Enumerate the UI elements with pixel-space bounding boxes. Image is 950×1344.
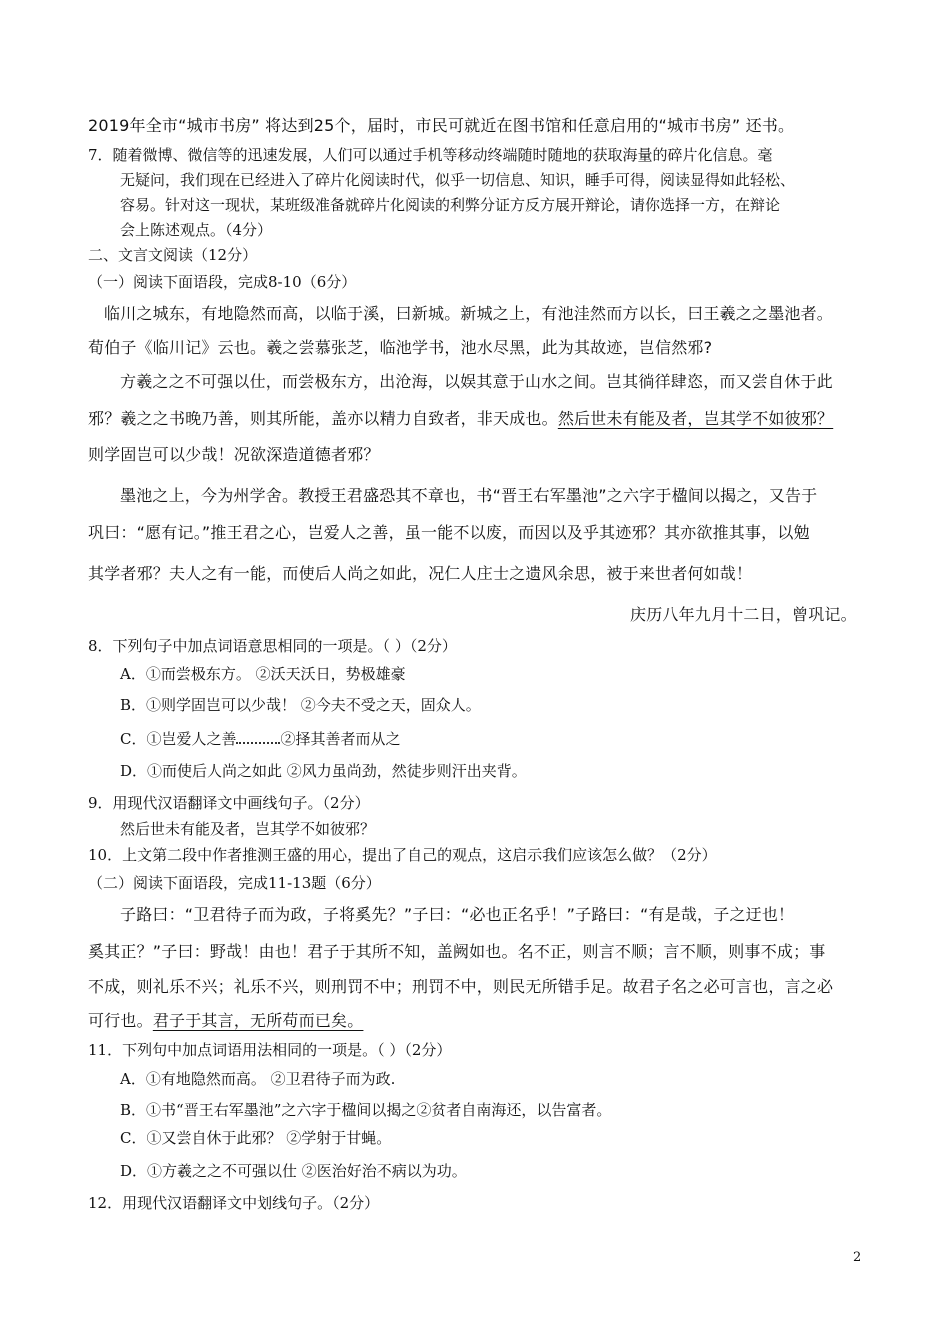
page-number: 2 xyxy=(853,1250,862,1265)
passage1-p2-line3: 则学固岂可以少哉！况欲深造道德者邪？ xyxy=(88,445,380,464)
part1-title: （一）阅读下面语段，完成8-10（6分） xyxy=(88,273,357,291)
passage1-p3-line3: 其学者邪？夫人之有一能，而使后人尚之如此，况仁人庄士之遗风余思，被于来世者何如哉！ xyxy=(88,564,753,583)
passage1-p3-line2: 巩曰：“愿有记。”推王君之心，岂爱人之善，虽一能不以废，而因以及乎其迹邪？其亦欲推其事，以勉 xyxy=(88,523,810,542)
q8-option-b: B．①则学固岂可以少哉！ ②今夫不受之天，固众人。 xyxy=(120,696,481,714)
q9-sentence: 然后世未有能及者，岂其学不如彼邪？ xyxy=(120,820,376,838)
passage2-line2: 奚其正？”子曰：野哉！由也！君子于其所不知，盖阙如也。名不正，则言不顺；言不顺，则事不成；事 xyxy=(88,942,826,961)
q11-option-a: A．①有地隐然而高。 ②卫君待子而为政. xyxy=(120,1070,396,1088)
passage2-line1: 子路曰：“卫君待子而为政，子将奚先？”子曰：“必也正名乎！”子路曰：“有是哉，子之迂也！ xyxy=(120,905,795,924)
q8-option-c-part1: C．①岂爱人之善 xyxy=(120,730,237,748)
top-line: 2019年全市“城市书房” 将达到25个，届时，市民可就近在图书馆和任意启用的“城市书房” 还书。 xyxy=(88,116,795,135)
q7-line-3: 容易。针对这一现状，某班级准备就碎片化阅读的利弊分证方反方展开辩论，请你选择一方，在辩论 xyxy=(120,196,781,214)
q8-option-c xyxy=(120,728,401,749)
q11-stem: 11．下列句中加点词语用法相同的一项是。（ ）（2分） xyxy=(88,1041,452,1059)
passage2-line3: 不成，则礼乐不兴；礼乐不兴，则刑罚不中；刑罚不中，则民无所错手足。故君子名之必可言也，言之必 xyxy=(88,977,834,996)
q9-stem: 9．用现代汉语翻译文中画线句子。（2分） xyxy=(88,794,370,812)
q7-line-1: 7．随着微博、微信等的迅速发展，人们可以通过手机等移动终端随时随地的获取海量的碎片化信息。毫 xyxy=(88,146,773,164)
q8-stem: 8．下列句子中加点词语意思相同的一项是。（ ）（2分） xyxy=(88,637,457,655)
passage1-p2-line2 xyxy=(88,408,833,430)
q12: 12．用现代汉语翻译文中划线句子。（2分） xyxy=(88,1194,380,1212)
passage2-line4-text: 可行也。 xyxy=(88,1011,153,1030)
q11-option-c: C．①又尝自休于此邪？ ②学射于甘蝇。 xyxy=(120,1129,392,1147)
passage1-p3-line1: 墨池之上，今为州学舍。教授王君盛恐其不章也，书“晋王右军墨池”之六字于楹间以揭之，又告于 xyxy=(120,486,818,505)
emphasis-dots xyxy=(236,728,280,744)
q10: 10．上文第二段中作者推测王盛的用心，提出了自己的观点，这启示我们应该怎么做？（2分） xyxy=(88,846,717,864)
q7-line-4: 会上陈述观点。（4分） xyxy=(120,221,273,239)
q8-option-d: D．①而使后人尚之如此 ②风力虽尚劲，然徒步则汗出夹背。 xyxy=(120,762,527,780)
passage1-p2-line1: 方羲之之不可强以仕，而尝极东方，出沧海，以娱其意于山水之间。岂其徜徉肆恣，而又尝自休于此 xyxy=(120,372,833,391)
underlined-sentence-1: 然后世未有能及者，岂其学不如彼邪？ xyxy=(557,409,834,428)
passage2-line4 xyxy=(88,1010,363,1032)
q8-option-a: A．①而尝极东方。 ②沃天沃日，势极雄豪 xyxy=(120,665,406,683)
passage1-p1-line2: 荀伯子《临川记》云也。羲之尝慕张芝，临池学书，池水尽黑，此为其故迹，岂信然邪? xyxy=(88,338,713,357)
passage1-p1-line1: 临川之城东，有地隐然而高，以临于溪，曰新城。新城之上，有池洼然而方以长，曰王羲之之墨池者。 xyxy=(104,304,834,323)
passage1-p2-line2-text: 邪？羲之之书晚乃善，则其所能，盖亦以精力自致者，非天成也。 xyxy=(88,409,558,428)
passage1-signature: 庆历八年九月十二日，曾巩记。 xyxy=(630,605,857,624)
underlined-sentence-2: 君子于其言，无所苟而已矣。 xyxy=(152,1011,364,1030)
part2-title: （二）阅读下面语段，完成11-13题（6分） xyxy=(88,874,381,892)
q11-option-b: B．①书“晋王右军墨池”之六字于楹间以揭之②贫者自南海还，以告富者。 xyxy=(120,1101,612,1119)
q11-option-d: D．①方羲之之不可强以仕 ②医治好治不病以为功。 xyxy=(120,1162,467,1180)
section2-title: 二、文言文阅读（12分） xyxy=(88,246,258,264)
q7-line-2: 无疑问，我们现在已经进入了碎片化阅读时代，似乎一切信息、知识，睡手可得，阅读显得如此轻松、 xyxy=(120,171,796,189)
q8-option-c-part2: ②择其善者而从之 xyxy=(280,730,401,748)
